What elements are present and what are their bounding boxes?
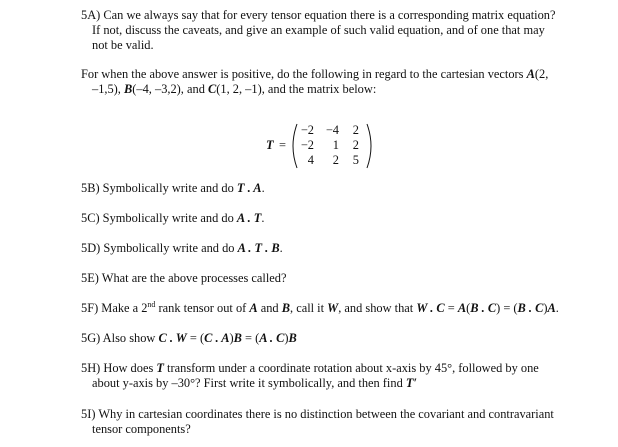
question-text: ) [284, 331, 289, 345]
intro-text: (1, 2, –1), and the matrix below: [216, 82, 377, 96]
question-text: 5B) Symbolically write and do [81, 181, 237, 195]
expression: A [457, 301, 467, 315]
question-text: = ( [241, 331, 260, 345]
matrix-cell: −2 [300, 138, 314, 152]
tensor-t: T [156, 361, 164, 375]
question-text: . [261, 211, 265, 225]
question-text: 5G) Also show [81, 331, 159, 345]
matrix-cell: 5 [352, 153, 359, 167]
matrix-cell: 2 [332, 153, 339, 167]
question-text: = ( [186, 331, 205, 345]
matrix-cell: −2 [300, 123, 314, 137]
expression: C . A [204, 331, 230, 345]
question-text: ) [543, 301, 548, 315]
question-text: . [555, 301, 559, 315]
question-text: 5H) How does [81, 361, 157, 375]
question-text: 5C) Symbolically write and do [81, 211, 237, 225]
question-text: 5E) What are the above processes called? [81, 271, 287, 285]
question-5d [81, 241, 283, 256]
question-5e [81, 271, 287, 286]
tensor-w: W [327, 301, 339, 315]
question-text: ( [466, 301, 471, 315]
matrix-cell: 4 [307, 153, 314, 167]
question-text: 5I) Why in cartesian coordinates there is no distinction between the covariant and contravariant [81, 407, 554, 421]
question-text: . [261, 181, 265, 195]
vector-b: B [281, 301, 290, 315]
question-text: ) [229, 331, 234, 345]
expression: A . C [259, 331, 285, 345]
expression: B [233, 331, 242, 345]
ordinal-superscript: nd [147, 299, 156, 309]
question-5f [81, 301, 559, 316]
matrix-label: T [266, 138, 274, 152]
question-text: = [444, 301, 458, 315]
intro-text: For when the above answer is positive, do the following in regard to the cartesian vectors [81, 67, 527, 81]
question-5i [81, 407, 554, 437]
expression: B . C [470, 301, 497, 315]
question-5g [81, 331, 297, 346]
question-5a [81, 8, 556, 53]
matrix-equals: = [279, 138, 286, 152]
vector-a: A [249, 301, 258, 315]
vector-a: A [526, 67, 535, 81]
question-5a-line3: not be valid. [92, 38, 154, 52]
question-5a-line1: Can we always say that for every tensor equation there is a corresponding matrix equation? [103, 8, 556, 22]
question-text: and [257, 301, 282, 315]
expression: A . T [236, 211, 262, 225]
question-text: , call it [290, 301, 328, 315]
tensor-t-prime: T′ [405, 376, 417, 390]
expression: C . W [158, 331, 187, 345]
question-5b [81, 181, 265, 196]
vector-c: C [208, 82, 217, 96]
expression: T . A [236, 181, 262, 195]
question-5c [81, 211, 264, 226]
question-text: 5F) Make a 2 [81, 301, 148, 315]
matrix-cell: 2 [352, 138, 359, 152]
question-5a-line2: If not, discuss the caveats, and give an example of such valid equation, and of one that may [92, 23, 545, 37]
question-text: ) = ( [496, 301, 518, 315]
question-text: tensor components? [92, 422, 191, 436]
expression: B [288, 331, 297, 345]
expression: A [547, 301, 556, 315]
intro-text: (–4, –3,2), and [132, 82, 208, 96]
intro-paragraph [81, 67, 548, 97]
question-5h [81, 361, 539, 391]
matrix-cell: −4 [325, 123, 339, 137]
question-5a-label: 5A) [81, 8, 101, 22]
intro-text: (2, [534, 67, 549, 81]
vector-b: B [124, 82, 133, 96]
question-text: 5D) Symbolically write and do [81, 241, 238, 255]
matrix-cell: 1 [332, 138, 339, 152]
expression: W . C [416, 301, 445, 315]
question-text: , and show that [338, 301, 417, 315]
question-text: transform under a coordinate rotation about x-axis by 45°, followed by one [163, 361, 539, 375]
question-text: . [279, 241, 283, 255]
matrix-cell: 2 [352, 123, 359, 137]
expression: A . T . B [237, 241, 280, 255]
expression: B . C [517, 301, 544, 315]
question-text: rank tensor out of [155, 301, 250, 315]
question-text: about y-axis by –30°? First write it symbolically, and then find [92, 376, 406, 390]
intro-text: –1,5), [92, 82, 125, 96]
